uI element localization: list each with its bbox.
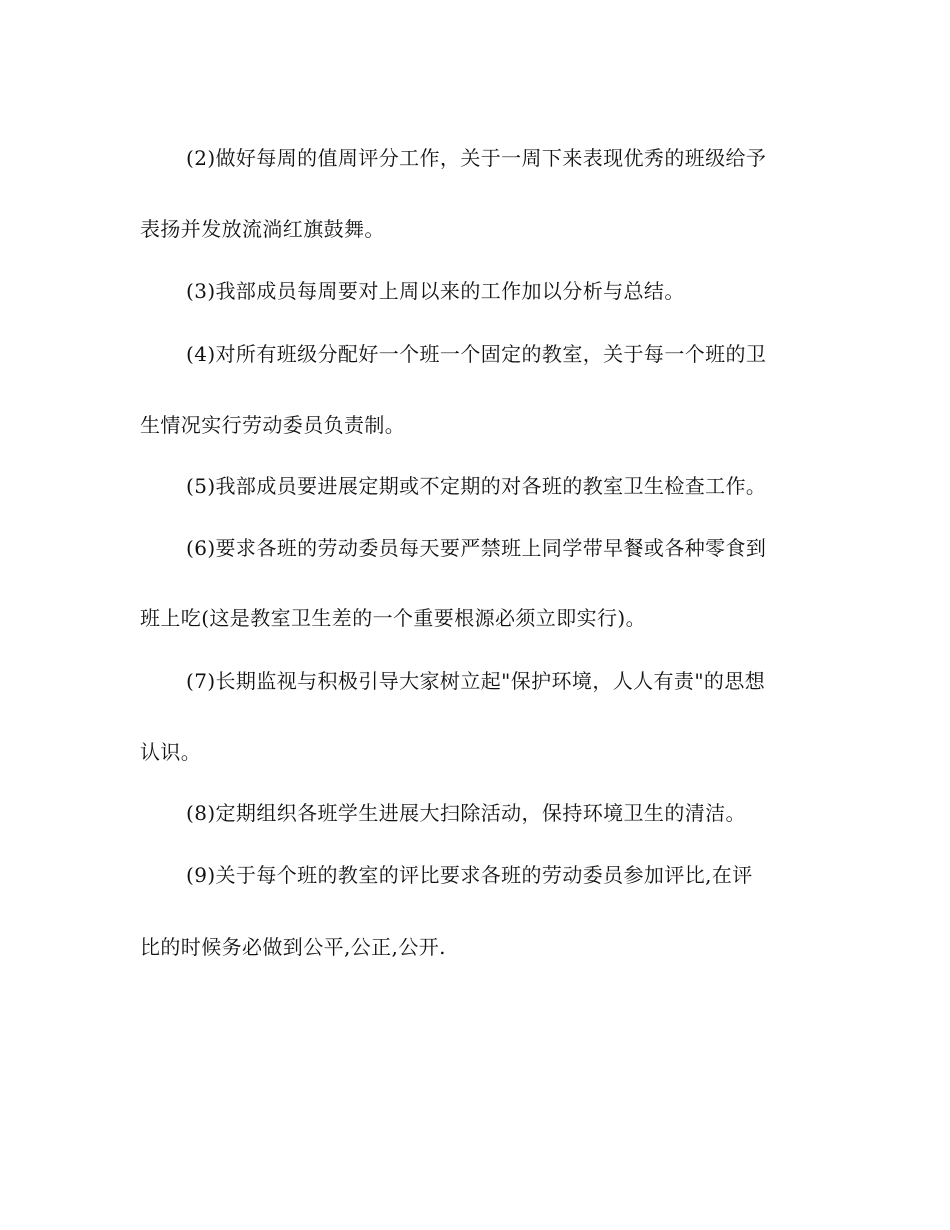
item-6-line-1: (6)要求各班的劳动委员每天要严禁班上同学带早餐或各种零食到 xyxy=(186,536,767,560)
item-7-line-2: 认识。 xyxy=(140,740,202,764)
item-2-line-1: (2)做好每周的值周评分工作，关于一周下来表现优秀的班级给予 xyxy=(186,146,767,170)
item-9-line-1: (9)关于每个班的教室的评比要求各班的劳动委员参加评比,在评 xyxy=(186,863,753,887)
item-9-line-2: 比的时候务必做到公平,公正,公开. xyxy=(140,935,446,959)
item-3-line-1: (3)我部成员每周要对上周以来的工作加以分析与总结。 xyxy=(186,279,685,303)
item-7-line-1: (7)长期监视与积极引导大家树立起"保护环境，人人有责"的思想 xyxy=(186,669,766,693)
item-2-line-2: 表扬并发放流淌红旗鼓舞。 xyxy=(140,217,385,241)
item-4-line-2: 生情况实行劳动委员负责制。 xyxy=(140,413,406,437)
item-4-line-1: (4)对所有班级分配好一个班一个固定的教室，关于每一个班的卫 xyxy=(186,342,767,366)
item-5-line-1: (5)我部成员要进展定期或不定期的对各班的教室卫生检查工作。 xyxy=(186,474,767,498)
item-8-line-1: (8)定期组织各班学生进展大扫除活动，保持环境卫生的清洁。 xyxy=(186,801,746,825)
item-6-line-2: 班上吃(这是教室卫生差的一个重要根源必须立即实行)。 xyxy=(140,606,647,630)
